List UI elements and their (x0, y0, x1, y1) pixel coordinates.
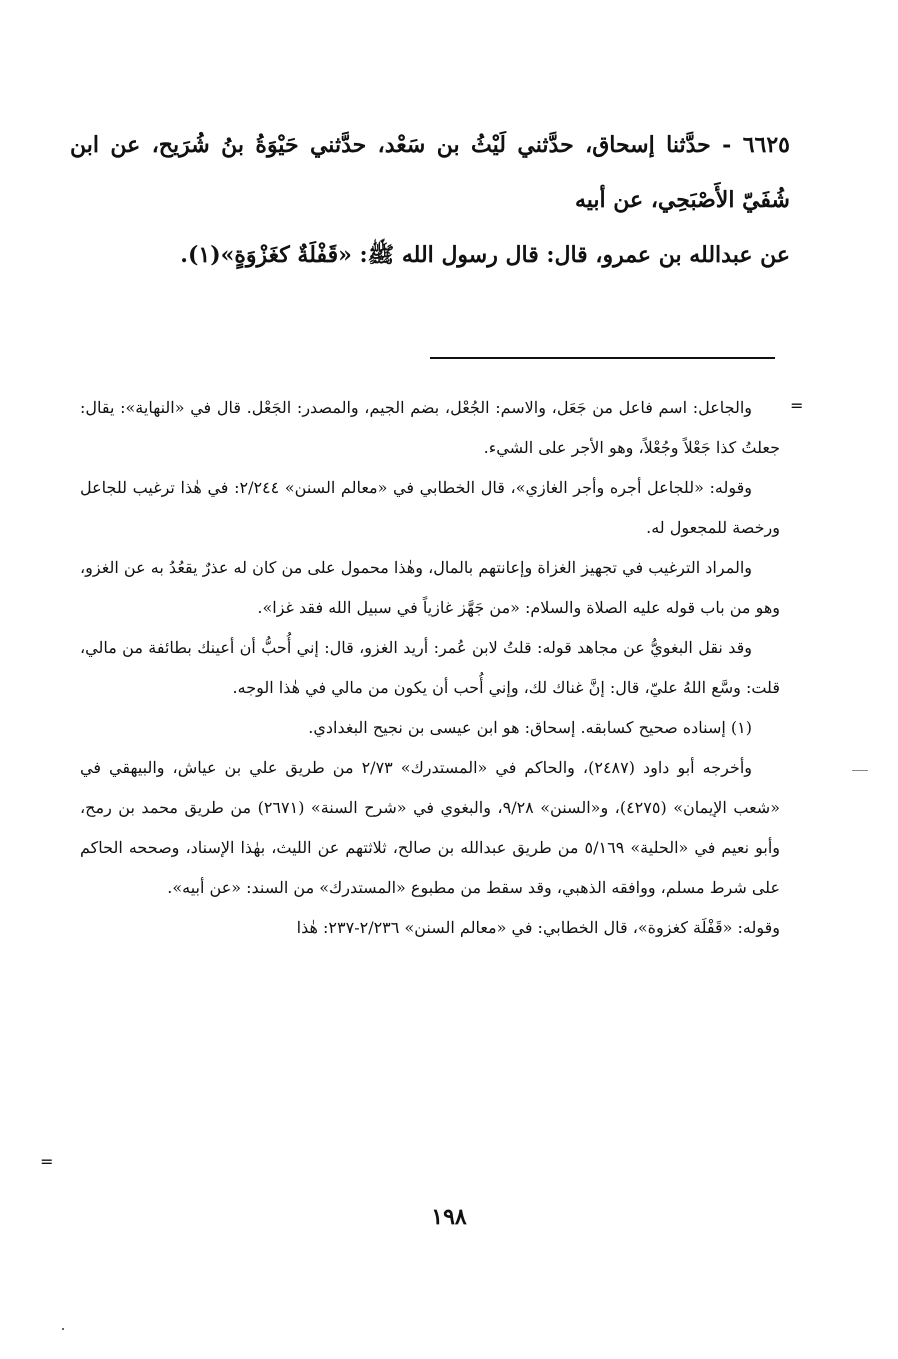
note-paragraph-4: وقد نقل البغويُّ عن مجاهد قوله: قلتُ لابن عُمر: أريد الغزو، قال: إني أُحبُّ أن أعينك بطائفة من مالي، قلت: وسَّع اللهُ عليّ، قال: إنَّ غناك لك، وإني أُحب أن يكون من مالي في هٰذا الوجه. (80, 638, 780, 697)
page-number: ١٩٨ (431, 1204, 467, 1230)
note-paragraph-3: والمراد الترغيب في تجهيز الغزاة وإعانتهم بالمال، وهٰذا محمول على من كان له عذرٌ يقعُدُ به عن الغزو، وهو من باب قوله عليه الصلاة والسلام: «من جَهَّز غازياً في سبيل الله فقد غزا». (80, 558, 780, 617)
note-paragraph-1: والجاعل: اسم فاعل من جَعَل، والاسم: الجُعْل، بضم الجيم، والمصدر: الجَعْل. قال في «النهاية»: يقال: جعلتُ كذا جَعْلاً وجُعْلاً، وهو الأجر على الشيء. (80, 398, 780, 457)
hadith-matn: عن عبدالله بن عمرو، قال: قال رسول الله ﷺ: «قَفْلَةٌ كغَزْوَةٍ»(١). (180, 242, 790, 268)
note-paragraph-2: وقوله: «للجاعل أجره وأجر الغازي»، قال الخطابي في «معالم السنن» ٢/٢٤٤: في هٰذا ترغيب للجاعل ورخصة للمجعول له. (80, 478, 780, 537)
commentary-notes (80, 388, 780, 948)
scan-speck (62, 1328, 64, 1330)
footnote-divider (430, 357, 775, 359)
continuation-mark-bottom: = (40, 1152, 54, 1171)
footnote-1: (١) إسناده صحيح كسابقه. إسحاق: هو ابن عيسى بن نجيح البغدادي. (308, 718, 752, 737)
hadith-text (70, 118, 790, 283)
footnote-1-takhrij: وأخرجه أبو داود (٢٤٨٧)، والحاكم في «المستدرك» ٢/٧٣ من طريق علي بن عياش، والبيهقي في «شعب الإيمان» (٤٢٧٥)، و«السنن» ٩/٢٨، والبغوي في «شرح السنة» (٢٦٧١) من طريق محمد بن رمح، وأبو نعيم في «الحلية» ٥/١٦٩ من طريق عبدالله بن صالح، ثلاثتهم عن الليث، بهٰذا الإسناد، وصححه الحاكم على شرط مسلم، ووافقه الذهبي، وقد سقط من مطبوع «المستدرك» من السند: «عن أبيه». (80, 758, 781, 897)
scan-mark (852, 770, 868, 771)
footnote-1-continued: وقوله: «قَفْلَة كغزوة»، قال الخطابي: في «معالم السنن» ٢/٢٣٦-٢٣٧: هٰذا (296, 918, 780, 937)
hadith-isnad: ٦٦٢٥ - حدَّثنا إسحاق، حدَّثني لَيْثُ بن سَعْد، حدَّثني حَيْوَةُ بنُ شُرَيح، عن ابن شُفَيّ الأَصْبَحِي، عن أبيه (70, 132, 790, 213)
continuation-mark-top: = (790, 396, 804, 415)
